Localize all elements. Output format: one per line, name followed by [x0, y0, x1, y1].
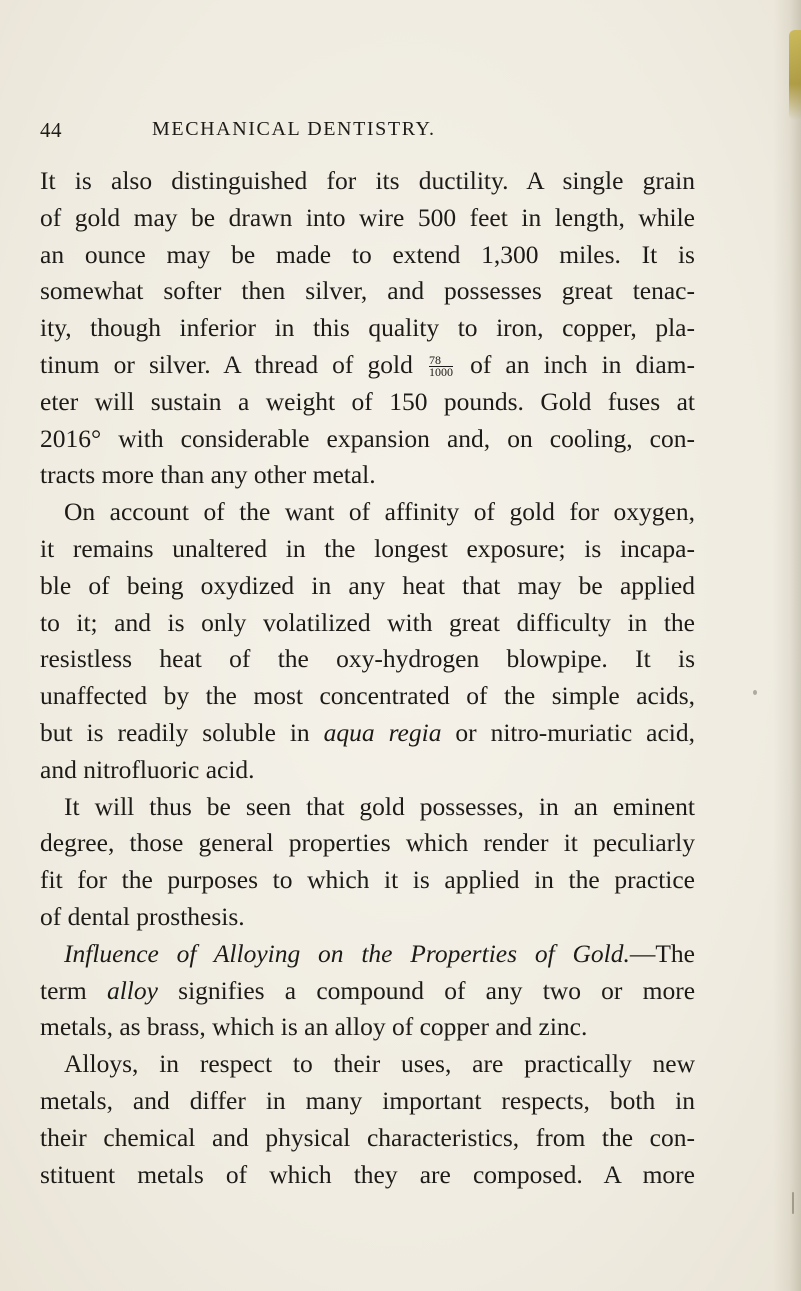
page-number: 44 [40, 118, 62, 142]
text-segment: signifies a compound of any two or more [178, 975, 695, 1005]
fraction-denominator: 1000 [428, 364, 453, 379]
italic-term: alloy [106, 975, 158, 1005]
text-line [40, 715, 695, 752]
text-line: 2016° with considerable expansion and, on cooling, con- [40, 423, 695, 453]
body-text [40, 163, 695, 1193]
fraction-numerator: 78 [429, 355, 453, 367]
text-line: of dental prosthesis. [40, 901, 245, 931]
text-line: stituent metals of which they are composed. A more [40, 1159, 695, 1189]
text-line: On account of the want of affinity of gold for oxygen, [64, 497, 695, 527]
text-line: metals, as brass, which is an alloy of copper and zinc. [40, 1012, 588, 1042]
text-line: It will thus be seen that gold possesses, in an eminent [64, 791, 695, 821]
text-line: ity, though inferior in this quality to iron, copper, pla- [40, 313, 695, 343]
page-edge-shadow [773, 0, 801, 1291]
text-line: an ounce may be made to extend 1,300 miles. It is [40, 239, 695, 269]
text-line [40, 347, 695, 384]
text-segment: term [40, 975, 87, 1005]
text-line: and nitrofluoric acid. [40, 754, 255, 784]
text-line: tracts more than any other metal. [40, 460, 376, 490]
page-edge-stain [789, 30, 801, 120]
section-heading: Influence of Alloying on the Properties of Gold. [64, 938, 630, 968]
fraction [428, 352, 453, 379]
text-line: It is also distinguished for its ductility. A single grain [40, 166, 695, 195]
text-segment: of an inch in diam- [470, 349, 695, 379]
text-line: fit for the purposes to which it is applied in the practice [40, 865, 695, 895]
text-line: Alloys, in respect to their uses, are practically new [64, 1049, 695, 1079]
text-segment: —The [629, 938, 695, 968]
text-line: resistless heat of the oxy-hydrogen blowpipe. It is [40, 644, 695, 674]
text-line: it remains unaltered in the longest exposure; is incapa- [40, 533, 695, 563]
text-line: their chemical and physical characteristics, from the con- [40, 1122, 695, 1152]
text-segment: or nitro-muriatic acid, [455, 717, 695, 747]
text-segment: tinum or silver. A thread of gold [40, 349, 413, 379]
running-title: MECHANICAL DENTISTRY. [152, 118, 436, 140]
text-line: degree, those general properties which render it peculiarly [40, 828, 695, 858]
text-line [40, 973, 695, 1010]
text-line: ble of being oxydized in any heat that may be applied [40, 570, 695, 600]
running-head [40, 118, 690, 146]
italic-term: aqua regia [323, 717, 442, 747]
text-line: metals, and differ in many important respects, both in [40, 1085, 695, 1115]
text-line: to it; and is only volatilized with great difficulty in the [40, 607, 695, 637]
text-line: of gold may be drawn into wire 500 feet in length, while [40, 202, 695, 232]
text-line: eter will sustain a weight of 150 pounds. Gold fuses at [40, 386, 695, 416]
text-line: unaffected by the most concentrated of the simple acids, [40, 681, 695, 711]
text-segment: but is readily soluble in [40, 717, 310, 747]
text-line: somewhat softer then silver, and possesses great tenac- [40, 276, 695, 306]
text-line [40, 936, 695, 973]
paper-speck [753, 690, 757, 695]
paper-speck [792, 1192, 794, 1214]
